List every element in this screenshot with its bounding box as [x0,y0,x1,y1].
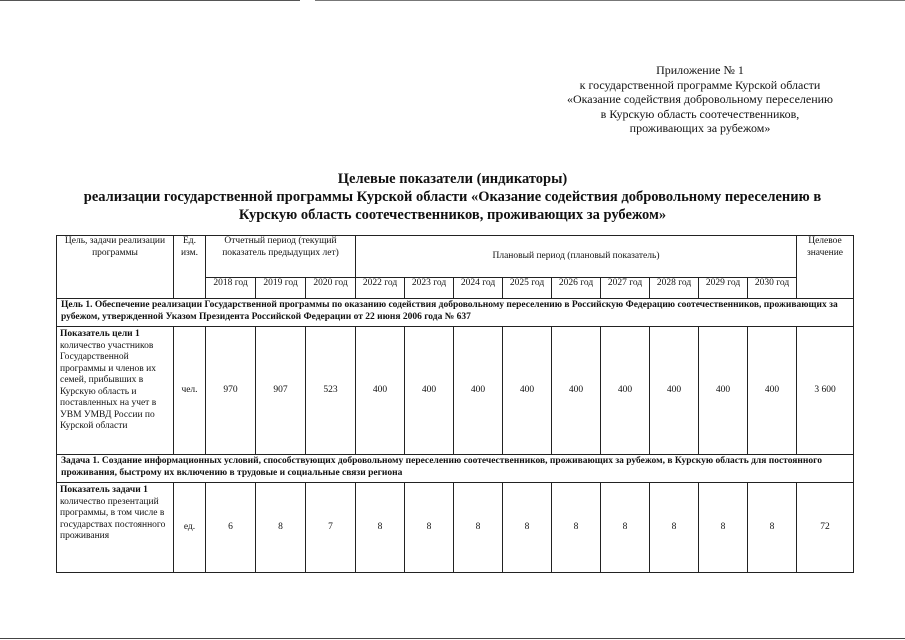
indicators-table [56,235,854,573]
header-row [57,236,854,278]
unit-cell: ед. [174,483,206,573]
value-cell: 7 [306,483,356,573]
title-line: Целевые показатели (индикаторы) [337,171,568,187]
value-cell: 400 [503,327,552,455]
scan-line-bottom [0,638,905,639]
title-line: Курскую область соотечественников, проживающих за рубежом» [238,207,667,223]
year-header: 2022 год [356,278,405,299]
value-cell: 400 [405,327,454,455]
value-cell: 8 [601,483,650,573]
value-cell: 970 [206,327,256,455]
indicator-description: количество презентаций программы, в том числе в государствах постоянного проживания [60,496,166,541]
value-cell: 523 [306,327,356,455]
scan-line-top-right [315,0,905,1]
appendix-block [540,63,860,136]
indicator-cell [57,327,174,455]
section-row-task-1 [57,455,854,483]
appendix-line: в Курскую область соотечественников, [600,106,800,121]
value-cell: 907 [256,327,306,455]
section-title: Задача 1. Создание информационных условий, способствующих добровольному переселению соотечественников, проживающих за рубежом, в Курскую область для постоянного проживания, быстрому их включению в трудовые и социальные связи региона [57,455,854,483]
value-cell: 400 [552,327,601,455]
indicator-row-task-1 [57,483,854,573]
title-line: реализации государственной программы Курской области «Оказание содействия добровольному переселению в [83,189,822,205]
target-cell: 72 [797,483,854,573]
year-header: 2020 год [306,278,356,299]
header-reporting-period: Отчетный период (текущий показатель предыдущих лет) [206,236,356,278]
value-cell: 8 [650,483,699,573]
section-row-goal-1 [57,299,854,327]
value-cell: 8 [552,483,601,573]
target-cell: 3 600 [797,327,854,455]
indicator-description: количество участников Государственной программы и членов их семей, прибывших в Курскую область и поставленных на учет в УВМ УМВД России по Курской области [60,340,157,431]
indicator-cell [57,483,174,573]
document-title [60,170,845,224]
year-header: 2026 год [552,278,601,299]
value-cell: 8 [748,483,797,573]
indicator-row-goal-1 [57,327,854,455]
value-cell: 8 [699,483,748,573]
value-cell: 8 [454,483,503,573]
appendix-line: Приложение № 1 [656,63,744,77]
section-title: Цель 1. Обеспечение реализации Государственной программы по оказанию содействия добровольному переселению в Российскую Федерацию соотечественников, проживающих за рубежом, утвержденной Указом Президента Российской Федерации от 22 июня 2006 года № 637 [57,299,854,327]
appendix-line: «Оказание содействия добровольному переселению [566,92,834,106]
appendix-line: к государственной программе Курской области [579,77,821,92]
header-unit: Ед. изм. [174,236,206,299]
indicator-label: Показатель цели 1 [60,329,140,339]
value-cell: 8 [503,483,552,573]
value-cell: 400 [454,327,503,455]
value-cell: 400 [601,327,650,455]
appendix-line: проживающих за рубежом» [629,121,771,135]
value-cell: 6 [206,483,256,573]
value-cell: 400 [650,327,699,455]
year-header: 2024 год [454,278,503,299]
year-header: 2027 год [601,278,650,299]
scan-line-top-left [0,0,300,1]
header-goal: Цель, задачи реализации программы [57,236,174,299]
indicator-label: Показатель задачи 1 [60,485,148,495]
year-header: 2030 год [748,278,797,299]
value-cell: 400 [748,327,797,455]
unit-cell: чел. [174,327,206,455]
value-cell: 8 [356,483,405,573]
value-cell: 400 [356,327,405,455]
year-header: 2029 год [699,278,748,299]
value-cell: 8 [405,483,454,573]
value-cell: 8 [256,483,306,573]
year-header: 2023 год [405,278,454,299]
header-planned-period: Плановый период (плановый показатель) [356,236,797,278]
year-header: 2018 год [206,278,256,299]
year-header: 2025 год [503,278,552,299]
year-header: 2019 год [256,278,306,299]
value-cell: 400 [699,327,748,455]
year-header: 2028 год [650,278,699,299]
header-target: Целевое значение [797,236,854,299]
